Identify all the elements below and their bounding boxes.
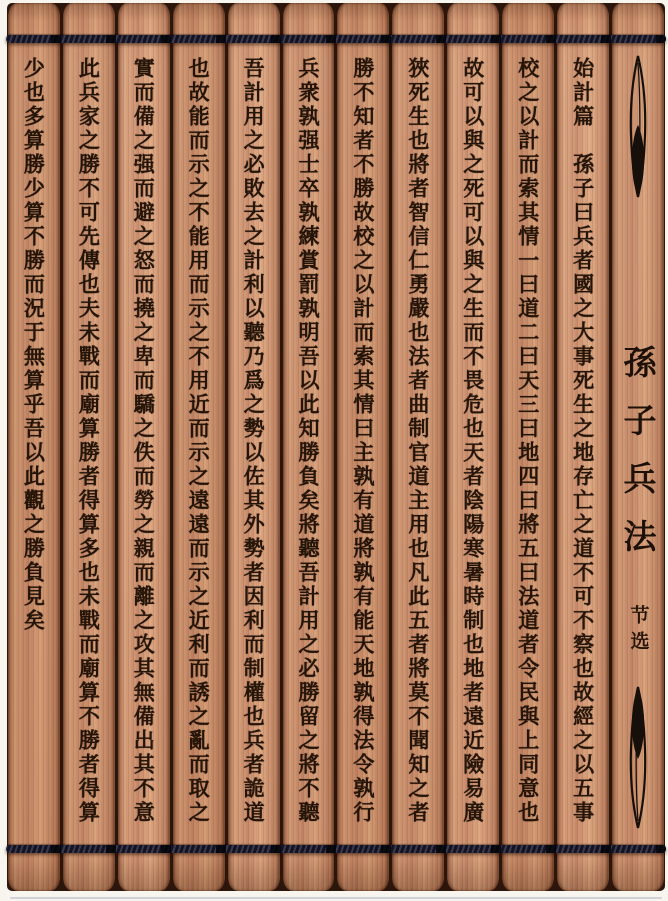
scroll-subtitle: 节选 [627, 605, 650, 657]
binding-cord-bottom [6, 845, 666, 853]
bamboo-scroll [7, 3, 665, 891]
slip-text: 狹死生也將者智信仁勇嚴也法者曲制官道主用也凡此五者將莫不聞知之者 [405, 57, 431, 825]
slip-text: 也故能而示之不能用而示之不用近而示之遠遠而示之近利而誘之亂而取之 [186, 57, 212, 825]
slip-text: 此兵家之勝不可先傳也夫未戰而廟算勝者得算多也未戰而廟算不勝者得算 [76, 57, 102, 825]
slip-text: 實而備之强而避之怒而撓之卑而驕之佚而勞之親而離之攻其無備出其不意 [131, 57, 157, 825]
blade-carving-icon-bottom [625, 679, 651, 831]
slip-text: 少也多算勝少算不勝而況于無算乎吾以此觀之勝負見矣 [21, 57, 47, 633]
slip-row [7, 3, 665, 891]
bamboo-slip [228, 3, 280, 891]
slip-text: 吾計用之必敗去之計利以聽乃爲之勢以佐其外勢者因利而制權也兵者詭道 [241, 57, 267, 825]
bamboo-slip [173, 3, 225, 891]
slip-text: 勝不知者不勝故校之以計而索其情曰主孰有道將孰有能天地孰得法令孰行 [350, 57, 376, 825]
bamboo-slip [557, 3, 609, 891]
bamboo-slip [392, 3, 444, 891]
title-slip [612, 3, 664, 891]
slip-text: 兵衆孰强士卒孰練賞罰孰明吾以此知勝負矣將聽吾計用之必勝留之將不聽 [296, 57, 321, 825]
bamboo-slip [337, 3, 389, 891]
bamboo-slip [63, 3, 115, 891]
bamboo-slip [118, 3, 170, 891]
bamboo-slip [447, 3, 499, 891]
blade-carving-icon-top [625, 53, 651, 205]
slip-text: 故可以與之死可以與之生而不畏危也天者陰陽寒暑時制也地者遠近險易廣 [460, 57, 486, 825]
slip-text: 始計篇 孫子曰兵者國之大事死生之地存亡之道不可不察也故經之以五事 [570, 57, 596, 825]
binding-cord-top [6, 35, 666, 43]
bamboo-slip [283, 3, 335, 891]
scan-edge-line [10, 897, 662, 899]
bamboo-slip [8, 3, 60, 891]
bamboo-slip [502, 3, 554, 891]
slip-text: 校之以計而索其情一曰道二曰天三曰地四曰將五曰法道者令民與上同意也 [515, 57, 541, 825]
scroll-title: 孫子兵法 [618, 345, 658, 577]
